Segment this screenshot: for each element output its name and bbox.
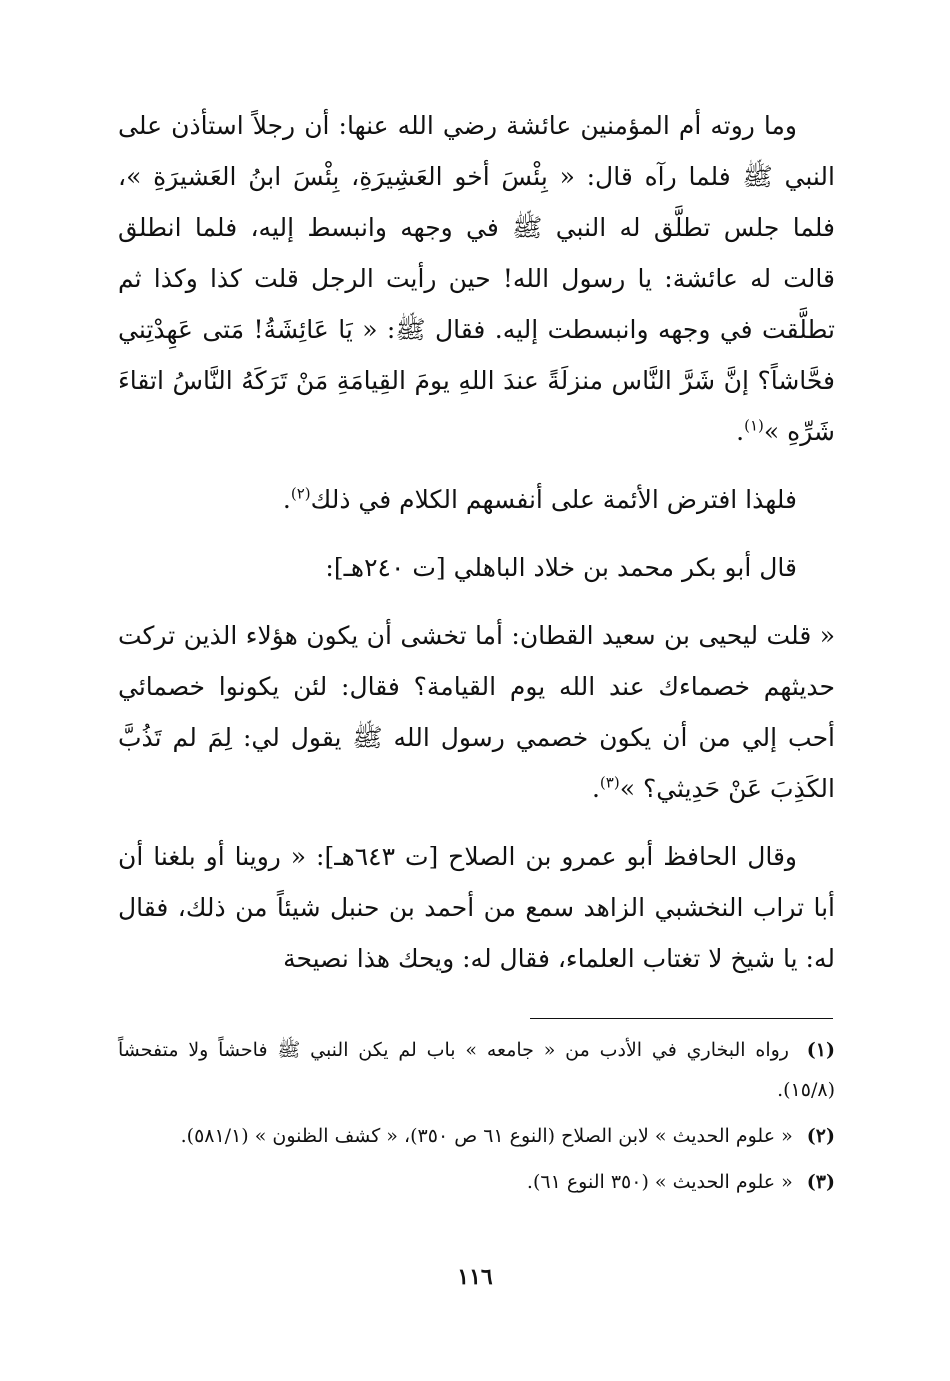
footnote-divider bbox=[530, 1018, 833, 1019]
footnote-text: « علوم الحديث » لابن الصلاح (النوع ٦١ ص ٣٥٠)، « كشف الظنون » (٥٨١/١). bbox=[180, 1125, 793, 1147]
footnote-number: (٣) bbox=[806, 1171, 835, 1193]
footnote-ref-1: (١) bbox=[744, 416, 764, 435]
paragraph-text: فلهذا افترض الأئمة على أنفسهم الكلام في ذلك bbox=[310, 485, 797, 514]
footnote-text: « علوم الحديث » (٣٥٠ النوع ٦١). bbox=[526, 1171, 793, 1193]
paragraph-ibn-salah bbox=[118, 831, 835, 984]
paragraph-albahili bbox=[118, 542, 835, 593]
paragraph-text: وقال الحافظ أبو عمرو بن الصلاح [ت ٦٤٣هـ]: « روينا أو بلغنا أن أبا تراب النخشبي الزاهد سمع من أحمد بن حنبل شيئاً من ذلك، فقال له: يا شيخ لا تغتاب العلماء، فقال له: ويحك هذا نصيحة bbox=[118, 842, 835, 973]
footnote-number: (١) bbox=[806, 1039, 835, 1061]
paragraph-qattan-quote: « قلت ليحيى بن سعيد القطان: أما تخشى أن يكون هؤلاء الذين تركت حديثهم خصماءك عند الله يوم القيامة؟ فقال: لئن يكونوا خصمائي أحب إلي من أن يكون خصمي رسول الله ﷺ يقول لي: لِمَ لم تَذُبَّ الكَذِبَ عَنْ حَدِيثي؟ »$^{(٣)}$. bbox=[118, 621, 835, 803]
paragraph-imams: فلهذا افترض الأئمة على أنفسهم الكلام في ذلك$^{(٢)}$. bbox=[282, 484, 797, 514]
footnote-ref-2: (٢) bbox=[290, 484, 311, 503]
paragraph-text: « قلت ليحيى بن سعيد القطان: أما تخشى أن يكون هؤلاء الذين تركت حديثهم خصماءك عند الله يوم القيامة؟ فقال: لئن يكونوا خصمائي أحب إلي من أن يكون خصمي رسول الله ﷺ يقول لي: لِمَ لم تَذُبَّ الكَذِبَ عَنْ حَدِيثي؟ » bbox=[118, 621, 835, 803]
footnotes bbox=[118, 1030, 835, 1208]
paragraph-text: وما روته أم المؤمنين عائشة رضي الله عنها: أن رجلاً استأذن على النبي ﷺ فلما رآه قال: « بِئْسَ أخو العَشِيرَةِ، بِئْسَ ابنُ العَشيرَةِ »، فلما جلس تطلَّق له النبي ﷺ في وجهه وانبسط إليه، فلما انطلق قالت له عائشة: يا رسول الله! حين رأيت الرجل قلت كذا وكذا ثم تطلَّقت في وجهه وانبسطت إليه. فقال ﷺ: « يَا عَائِشَةُ! مَتى عَهِدْتِني فحَّاشاً؟ إنَّ شَرَّ النَّاس منزلَةً عندَ اللهِ يومَ القِيامَةِ مَنْ تَرَكَهُ النَّاسُ اتقاءَ شَرِّهِ » bbox=[118, 111, 835, 446]
footnote-ref-3: (٣) bbox=[599, 773, 620, 792]
paragraph-text: قال أبو بكر محمد بن خلاد الباهلي [ت ٢٤٠هـ]: bbox=[325, 553, 797, 582]
footnote-number: (٢) bbox=[806, 1125, 835, 1147]
page-number: ١١٦ bbox=[457, 1264, 493, 1290]
footnote-2 bbox=[118, 1116, 835, 1156]
main-text bbox=[118, 100, 835, 1001]
footnote-1 bbox=[118, 1030, 835, 1110]
paragraph-aisha-hadith: وما روته أم المؤمنين عائشة رضي الله عنها: أن رجلاً استأذن على النبي ﷺ فلما رآه قال: « بِئْسَ أخو العَشِيرَةِ، بِئْسَ ابنُ العَشيرَةِ »، فلما جلس تطلَّق له النبي ﷺ في وجهه وانبسط إليه، فلما انطلق قالت له عائشة: يا رسول الله! حين رأيت الرجل قلت كذا وكذا ثم تطلَّقت في وجهه وانبسطت إليه. فقال ﷺ: « يَا عَائِشَةُ! مَتى عَهِدْتِني فحَّاشاً؟ إنَّ شَرَّ النَّاس منزلَةً عندَ اللهِ يومَ القِيامَةِ مَنْ تَرَكَهُ النَّاسُ اتقاءَ شَرِّهِ »$^{(١)}$. bbox=[118, 111, 835, 446]
footnote-3 bbox=[118, 1162, 835, 1202]
footnote-text: رواه البخاري في الأدب من « جامعه » باب لم يكن النبي ﷺ فاحشاً ولا متفحشاً (١٥/٨). bbox=[118, 1039, 835, 1101]
